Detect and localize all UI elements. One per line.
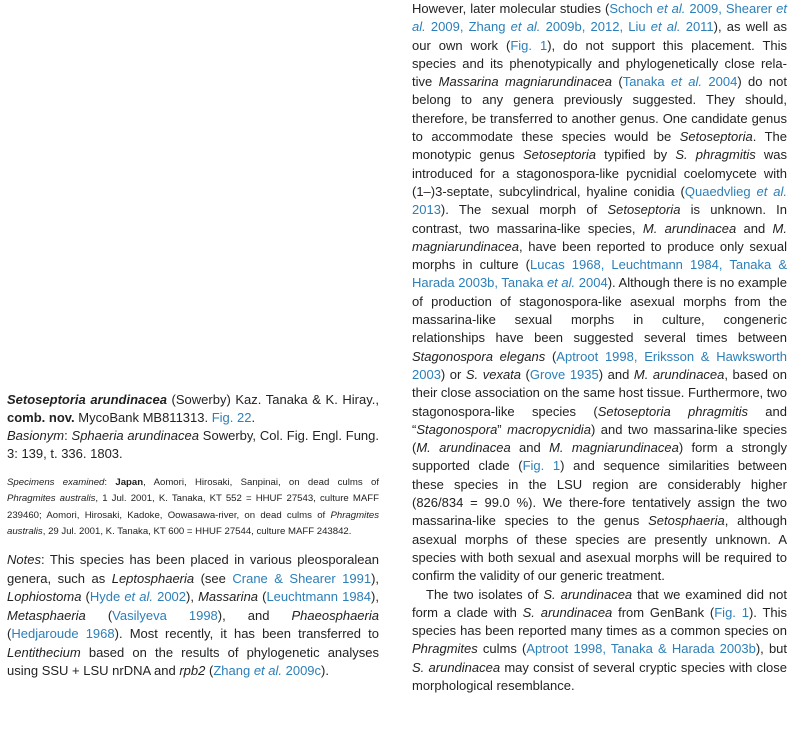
basionym: Basionym: Sphaeria arundinacea Sowerby, Col. Fig. Engl. Fung. 3: 139, t. 336. 1803. (7, 428, 379, 461)
ref-link[interactable]: Aptroot 1998, Eriksson & Hawksworth 2003 (412, 348, 787, 382)
specimens-examined: Specimens examined: Japan, Aomori, Hirosaki, Sanpinai, on dead culms of Phragmites australis, 1 Jul. 2001, K. Tanaka, KT 552 = HHUF 27543, culture MAFF 239460; Aomori, Hirosaki, Kadoke, Oowasawa-river, on dead culms of Phragmites australis, 29 Jul. 2001, K. Tanaka, KT 600 = HHUF 27544, culture MAFF 243842. (7, 477, 379, 537)
fig-1-link[interactable]: Fig. 1 (522, 458, 561, 474)
ref-link[interactable]: Leuchtmann 1984 (266, 589, 372, 605)
ref-link[interactable]: Hyde et al. 2002 (89, 589, 187, 605)
discussion-paragraph-1: However, later molecular studies (Schoch et al. 2009, Shearer et al. 2009, Zhang et al. 2009b, 2012, Liu et al. 2011), as well as our own work (Fig. 1), do not support this placement. This species and its phenotypically and phylogenetically close rela-tive Massarina magniarundinacea (Tanaka et al. 2004) do not belong to any genera previously suggested. They should, therefore, be transferred to another genus. One candidate genus to accommodate these species would be Setoseptoria. The monotypic genus Setoseptoria typified by S. phragmitis was introduced for a stagonospora-like pycnidial coelomycete with (1–)3-septate, subcylindrical, hyaline conidia (Quaedvlieg et al. 2013). The sexual morph of Setoseptoria is unknown. In contrast, two massarina-like species, M. arundinacea and M. magniarundinacea, have been reported to produce only sexual morphs in culture (Lucas 1968, Leuchtmann 1984, Tanaka & Harada 2003b, Tanaka et al. 2004). Although there is no example of production of stagonospora-like asexual morphs from the massarina-like sexual morphs in culture, congeneric relationships have been suggested several times between Stagonospora elegans (Aptroot 1998, Eriksson & Hawksworth 2003) or S. vexata (Grove 1935) and M. arundinacea, based on their close association on the same host tissue. Furthermore, two stagonospora-like species (Setoseptoria phragmitis and “Stagonospora” macropycnidia) and two massarina-like species (M. arundinacea and M. magniarundinacea) form a strongly supported clade (Fig. 1) and sequence similarities between these species in the LSU region are considerably higher (826/834 = 99.0 %). We there-fore tentatively assign the two massarina-like species to the genus Setosphaeria, although asexual morphs of these species are presently unknown. A species with both sexual and asexual morphs will be required to confirm the validity of our generic treatment. (412, 1, 788, 584)
ref-link[interactable]: Vasilyeva 1998 (112, 607, 218, 623)
discussion-paragraph-2: The two isolates of S. arundinacea that we examined did not form a clade with S. arundinacea from GenBank (Fig. 1). This species has been reported many times as a common species on Phragmites culms (Aptroot 1998, Tanaka & Harada 2003b), but S. arundinacea may consist of several cryptic species with close morphological resemblance. (412, 586, 788, 693)
ref-link[interactable]: Schoch et al. 2009, Shearer et al. 2009, Zhang et al. 2009b, 2012, Liu et al. 2011 (412, 1, 787, 35)
ref-link[interactable]: Tanaka et al. 2004 (622, 74, 738, 90)
right-column (412, 0, 787, 695)
ref-link[interactable]: Lucas 1968, Leuchtmann 1984, Tanaka & Harada 2003b, Tanaka et al. 2004 (412, 257, 787, 291)
notes-paragraph: Notes: This species has been placed in various pleosporalean genera, such as Leptosphaeria (see Crane & Shearer 1991), Lophiostoma (Hyde et al. 2002), Massarina (Leuchtmann 1984), Metasphaeria (Vasilyeva 1998), and Phaeosphaeria (Hedjaroude 1968). Most recently, it has been transferred to Lentithecium based on the results of phylogenetic analyses using SSU + LSU nrDNA and rpb2 (Zhang et al. 2009c). (7, 552, 380, 679)
taxon-name: Setoseptoria arundinacea (7, 392, 167, 407)
taxon-heading: Setoseptoria arundinacea (Sowerby) Kaz. Tanaka & K. Hiray., comb. nov. MycoBank MB811313. Fig. 22. (7, 392, 379, 425)
fig-1-link[interactable]: Fig. 1 (714, 604, 749, 620)
ref-link[interactable]: Hedjaroude 1968 (11, 626, 115, 642)
ref-link[interactable]: Grove 1935 (529, 366, 599, 382)
fig-22-link[interactable]: Fig. 22 (211, 410, 252, 425)
left-column (7, 391, 379, 681)
comb-nov: comb. nov. (7, 410, 75, 425)
ref-link[interactable]: Aptroot 1998, Tanaka & Harada 2003b (526, 641, 756, 657)
fig-1-link[interactable]: Fig. 1 (510, 37, 548, 53)
ref-link[interactable]: Quaedvlieg et al. 2013 (412, 183, 788, 218)
ref-link[interactable]: Crane & Shearer 1991 (232, 570, 372, 586)
ref-link[interactable]: Zhang et al. 2009c (213, 663, 322, 679)
